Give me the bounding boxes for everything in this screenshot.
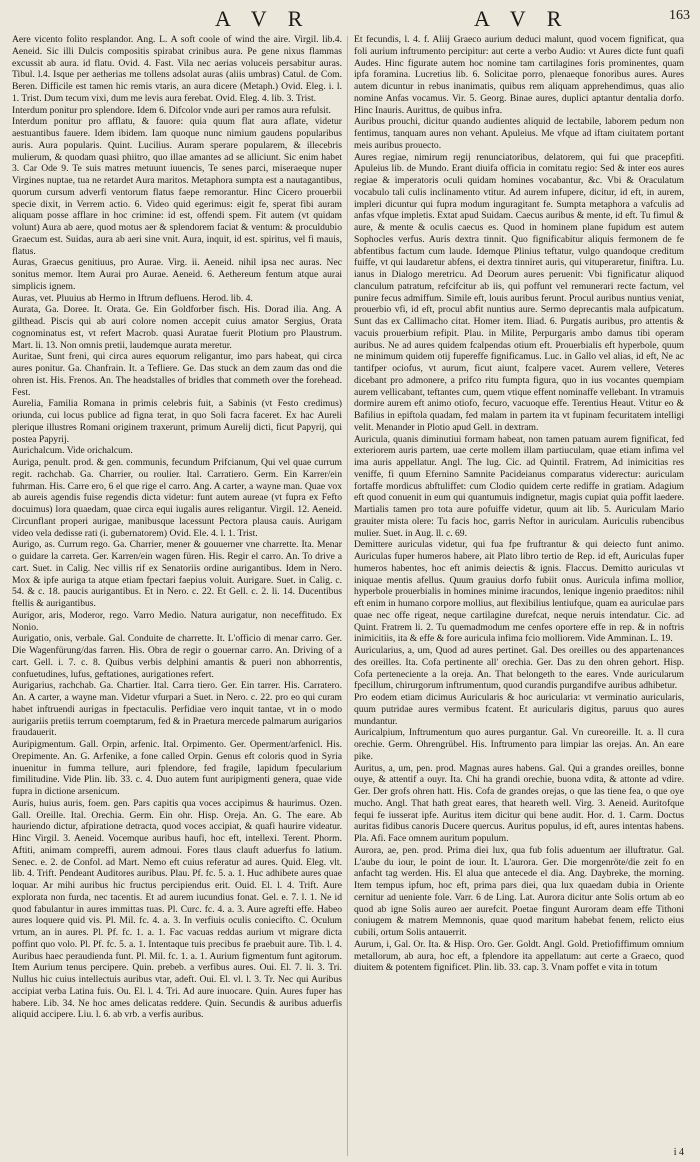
entry: Aurigatio, onis, verbale. Gal. Conduite de charrette. It. L'officio di menar carro. Ger. Die Wagenfürung/das farren. His. Obra de regir o gouernar carro. An. Driving of a cart. Gell. i. 7. c. 8. Quibus verbis delphini amantis & pueri non abhorrentis, confuetudines, lufus, geftationes, aurigationes refert. xyxy=(12,633,342,680)
running-head-right: A V R xyxy=(474,6,570,31)
entry: Auricula, quanis diminutiui formam habeat, non tamen patuam aurem fignificat, fed exteriorem auris partem, uae certe mollem illam partiuculam, quae etiam infima vel ima auris appellatur. Angl. The lug. Cic. ad Quintil. Fratrem, Ad inimicitias res veniffe, fi quum Efernino Samnite Pacideianus comparatus viderectur: auriculam fortaffe mordicus abftuliffet: cum Clodio quidem certe rediffe in gratiam. Adagium eft quod conuenit in eum qui quantumuis indignetur, magis cupiat quia poffit laedere. Martialis tamen pro tota aure pofuiffe videtur, quum ait lib. 5. Auriculam Mario grauiter mista olere: Tu facis hoc, garris Neftor in auriculam. Auriculis rubencibus mulier. Suet. in Aug. ll. c. 69. xyxy=(354,433,684,539)
entry: Pro eodem etiam dicimus Auricularis & hoc auricularia: vt verminatio auricularis, quum putridae aures vermibus fcatent. Et auricularis digitus, paruus quo aures mundantur. xyxy=(354,692,684,727)
entry: Auritus, a, um, pen. prod. Magnas aures habens. Gal. Qui a grandes oreilles, bonne ouye, & attentif a ouyr. Ita. Chi ha grandi orechie, buona vdita, & attonte ad vdire. Ger. Der grofs ohren hatt. His. Cofa de grandes orejas, o que las tiene fea, o que oye mucho. Angl. That hath great eares, that heareth well. Virg. 3. Aeneid. Auritofque fequi fe iusserat ipfe. Auritus item dicitur qui bene audit. Hor. d. 1. Carm. Doctus auritas fidibus canoris Ducere quercus. Auritus populus, id eft, aures intentas habens. Pla. Afi. Face omnem auritum populum. xyxy=(354,762,684,844)
entry: Interdum ponitur pro afflatu, & fauore: quia quum flat aura aflate, videtur aestuantibus fauere. Idem ibidem. Iam quoque nunc nimium gaudens popularibus auris. Aura popularis. Quint. Lucilius. Auram sperare popularem, & illecebris mulierum, & quodam quasi phiitro, quo illae amantes ad se alliciunt. Sic enim habet 3. Car Ode 9. Te suis matres metuunt iuuencis, Te senes parci, miseraeque nuper Virgines nuptae, tua ne retardet Aura maritos. Metaphora sumpta est a nautagantibus, quorum cursum adverfi ventorum flatus faepe remorantur. Hinc Cicero prouerbii specie dixit, in Verrem actio. 6. Video quid egerimus: eigit fe, sperat fibi auram aliquam posse afflare in hoc crimine: id est, offendi spem. Fit autem (vt quidam volunt) Aura ab aere, quod motus aer & splendorem faciat & ventum: & proculdubio Graecum est. Suidas, aura ab aeri sine vnit. Aura, inquit, id est. spiritus, vel fi mauis, flatus. xyxy=(12,116,342,257)
entry: Aurigor, aris, Moderor, rego. Varro Medio. Natura aurigatur, non neceffitudo. Ex Nonio. xyxy=(12,609,342,633)
entry: Et fecundis, l. 4. f. Aliij Graeco aurium deduci malunt, quod vocem fignificat, qua foli aurium inftrumento percipitur: aut certe a verbo Audio: vt Aures dicte funt quafi Audes. Hinc figurate autem hoc nomine tam cartilagines foris prominentes, quam ipfa foramina. Lucretius lib. 6. Solicitae porro, plenaeque fonoribus aures. Aures autem dicuntur in rebus inanimatis, quibus rem aliquam apprehendimus, quas alio nomine Anfas vocamus. Vir. 5. Georg. Binae aures, duplici aptantur dentalia dorfo. Hinc Inauris. Aurittus, de quibus infra. xyxy=(354,34,684,116)
running-head xyxy=(0,0,700,34)
entry: Aurelia, Familia Romana in primis celebris fuit, a Sabinis (vt Festo credimus) oriunda, cui locus publice ad figna terat, in quo Soli facra faceret. Ex hac Aureli plerique illustres Romani originem traxerunt, primum Aurelij dicti, ficut Papyrij, qui postea Papyrij. xyxy=(12,398,342,445)
entry: Aurigarius, rachchab. Ga. Chartier. Ital. Carra tiero. Ger. Ein tarrer. His. Carratero. An. A carter, a wayne man. Videtur vfurpari a Suet. in Nero. c. 22. pro eo qui curam habet inftruendi aurigas in fpectaculis. Perfidiae vero inquit tantae, vt in o modo aurigariis pretiis terrum coemptarum, fed & in Praetura mercede palmarum aurigarios fraudauerit. xyxy=(12,680,342,739)
catchword: i 4 xyxy=(673,1147,684,1158)
entry: Aures regiae, nimirum regij renunciatoribus, delatorem, qui fui que pracepfiti. Apuleius lib. de Mundo. Erant diuifa officia in comitatu regio: Sed & inter eos aures regiae & imperatoris oculi quidam homines vocabantur, &c. Vbi & Oraculatum vocabulo tali culis inclinamento vtitur. Ad aurem infupere, dicitur, id eft, in aurem, impleri dicuntur qui fupra modum inguragitant fe. Sumpta metaphora a vafculis ad anfas vfque impletis. Extat apud Suidam. Caecus auribus & mente, id eft. Tu fimul & aure, & mente & oculis caecus es. Quod in hominem plane fupidum est autem Sophocles verfus. Auris dextra tinnit. Quo fignificabitur aliquis fermonem de fe abfentibus factum cum laude. Idemque Plinius teftatur, vulgo quandoque creditum fuiffe, vt qui laudaretur abfens, ei dextra tinniret auris, qui vituperaretur, finiftra. Lu. ianus in Dialogo meretricu. Ad Deorum aures peruenit: Vbi fignificatur aliquod clanculum patratum, refcifcitur ab iis, qui poffunt vel remunerari recte factum, vel punire fecus admiffum. Simile eft, louis auribus ferunt. Procul auribus nuntius veniat, prouerbio vfi, id eft, procul abfit nuntius aure. Sermo deprecantis mala aufpicatum. Sunt das ex Callimacho citat. Homer item. Iliad. 6. Purgatis auribus, pro attentis & vacuis prouerbium refipit. Plau. in Milite, Perpurgaris ambo damus tibi operam auribus. Ne ad aures quidem fcalpendas otium eft. Prouerbialis eft hyperbole, quum ne minimum quidem otij fupereffe fignificamus. Luc. in Gallo vel alias, id eft, Ne ac tantifper ociofus, vt aurum, ficut aiunt, fcalpere vacet. Aurem vellere, Veteres dicebant pro admonere, a prifco ritu fumpta figura, quo in ius vocantes quempiam aurem vellicabant, teftantes cum, quem vtique effent nominaffe vellebant. In vtramuis dormire aurem eft animo otiofo, fecuro, vacuoque effe. Terentius Heaut. Vtitur eo & Bafilius in epiftola quadam, fed malam in partem ita vt fupinam fecuritatem intelligi velit. Menander in Plotio apud Gell. in dextram. xyxy=(354,151,684,433)
entry: Auripigmentum. Gall. Orpin, arfenic. Ital. Orpimento. Ger. Operment/arfenicl. His. Orepimente. An. G. Arfenike, a fone called Orpin. Genus eft coloris quod in Syria inuenitur in fumma tellure, auri fplendore, fed fragile, lapidum fpecularium fimilitudine. Vide Plin. lib. 33. c. 4. Duo autem funt auripigmenti genera, quae vide fupra in dictione arsenicum. xyxy=(12,739,342,797)
entry: Auricularius, a, um, Quod ad aures pertinet. Gal. Des oreilles ou des appartenances des oreilles. Ita. Cofa pertinente all' orechia. Ger. Das zu den ohren gehort. Hisp. Cofa perteneciente a la oreja. An. That belongeth to the eares. Vnde auricularum fpecillum, chirurgorum inftrumentum, quod curandis purgandifve auribus adhibetur. xyxy=(354,645,684,692)
entry: Auras, vet. Pluuius ab Hermo in Iftrum defluens. Herod. lib. 4. xyxy=(12,292,253,304)
running-head-left: A V R xyxy=(215,6,311,31)
left-column xyxy=(12,34,342,1160)
entry: Aere vicento folito resplandor. Ang. L. A soft coole of wind the aire. Virgil. lib.4. Aeneid. Sic illi Dulcis compositis spirabat crinibus aura. Pe gene nixus flammas excussit ab aura. id flatu. Ovid. 4. Fast. Vila nec aerias voluceis persabitur auras. Tibul. l.4. Isque per aetherias me tollens adsolat auras (aliis umbras) Catul. de Com. Beren. Difficile est tamen hic remis vtaris, an aura dicere (Metaph.) Ovid. Eleg. i. l. 1. Trist. Dum tecum vixi, dum me levis aura ferebat. Ovid. Eleg. 4. lib. 3. Trist. xyxy=(12,34,342,104)
entry: Auriga, penult. prod. & gen. communis, fecundum Prifcianum, Qui vel quae currum regit. rachchab. Ga. Charrier, ou roulier. Ital. Carratiero. Germ. Ein Karrer/ein fuhrman. His. Carre ero, 6 el que rige el carro. Ang. A carter, a wayne man. Quae vox ab aureis agendis fuise regendis dicta videtur: funt autem aureae (vt fupra ex Fefto docuimus) lora quaedam, quae circa equi iugalis aures religantur. Virgil. 12. Aeneid. Circunflant properi aurigae, manibusque lacessunt Pectora plausa cauis. Aurigam video vela dedisse rati (i. gubernatorem) Ovid. Ele. 4. l. 1. Trist. xyxy=(12,457,342,539)
entry: Interdum ponitur pro splendore. Idem 6. Difcolor vnde auri per ramos aura refulsit. xyxy=(12,104,331,116)
page-number: 163 xyxy=(669,8,690,23)
entry: Auricalpium, Inftrumentum quo aures purgantur. Gal. Vn cureoreille. It. a. Il cura orechie. Germ. Ohrengrübel. His. Inftrumento para limpiar las orejas. An. An eare pike. xyxy=(354,727,684,762)
entry: Auras, Graecus genitiuus, pro Aurae. Virg. ii. Aeneid. nihil ipsa nec auras. Nec sonitus memor. Item Aurai pro Aurae. Aeneid. 6. Aethereum fentum atque aurai simplicis ignem. xyxy=(12,257,342,292)
entry: Aurichalcum. Vide orichalcum. xyxy=(12,445,133,457)
entry: Demittere auriculas videtur, qui fua fpe fruftrantur & qui deiecto funt animo. Auriculas fuper humeros habere, ait Plato libro tertio de Rep. id eft, Auriculas fuper humeros habentes, hoc eft animis deiectis & ignis. Flaccus. Demitto auriculas vt iniquae mentis afellus. Quum grauius dorfo fubiit onus. Auricula infima mollior, hyperbole prouerbialis in homines minime iracundos, lenique ingenio praeditos: nihil eft enim in humano corpore mollius, aut flexibilius lentiufque, quam ea auriculae pars quae nec offe rigeat, neque cartilagine durefcat, neque neruis intendatur. Cic. ad Quint. Fratrem li. 2. Tu quemadmodum me cenfes oportere effe in rep. & in noftris inimicitiis, ita & effe & fore auricula infima fcio molliorem. Vide Amminan. L. 19. xyxy=(354,539,684,645)
entry: Aurigo, as. Currum rego. Ga. Charrier, mener & gouuerner vne charrette. Ita. Menar o guidare la carreta. Ger. Karren/ein wagen füren. His. Regir el carro. An. To drive a cart. Suet. in Calig. Nec villis rif ex Senatoriis ordine aurigantibus. Idem in Nero. Mox & ipfe auriga ta atque etiam fpectari faepius voluit. Aurigare. Suet. in Calig. c. 54. & c. 18. paucis aurigantibus. Et in Nero. c. 22. Et Gell. c. 2. li. 14. Ducentibus ftellis & aurigantibus. xyxy=(12,539,342,609)
right-column xyxy=(354,34,684,1160)
entry: Aurora, ae, pen. prod. Prima diei lux, qua fub folis aduentum aer illuftratur. Gal. L'aube du iour, le point de iour. It. L'aurora. Ger. Die morgenröte/die zeit fo en anfacht tag werden. His. El alua que antecede el dia. Ang. Daybreke, the morning. Item tempus ipfum, hoc eft, prima pars diei, qua lux quaedam dubia in Oriente cernitur ad ueniente fole. Varr. 6 de Ling. Lat. Aurora dicitur ante Solis ortum ab eo quod ab igne Solis aureo aer aurefcit. Poetae fingunt Auroram deam effe Tithoni coniugem & matrem Memnonis, quae quod maritum habebat fenem, relicto eius cubili, ortum Solis antauerrit. xyxy=(354,844,684,938)
entry: Auribus prouchi, dicitur quando audientes aliquid de lectabile, laborem pedum non fentimus, tanquam aures non vehant. Apuleius. Me vfque ad iftam ciuitatem portant meis auribus prouecto. xyxy=(354,116,684,151)
entry: Auritae, Sunt freni, qui circa aures equorum religantur, imo pars habeat, qui circa aures ponitur. Ga. Chanfrain. It. a Tefliere. Ge. Das stuck an dem zaum das ond die ohren ist. His. Frenos. An. The headstalles of bridles that commeth over the forehead. Fest. xyxy=(12,351,342,398)
entry: Auris, huius auris, foem. gen. Pars capitis qua voces accipimus & haurimus. Ozen. Gall. Oreille. Ital. Orechia. Germ. Ein ohr. Hisp. Oreja. An. G. The eare. Ab hauriendo dictur, afpiratione detracta, quod voces accipiat, & quafi haurire videatur. Hinc Virgil. 3. Aeneid. Vocemque auribus haufi, hoc eft, intellexi. Terent. Phorm. Aftiti, animam compreffi, aurem admoui. Fores tlaus clauft aduerfus fo latium. Senec. e. 2. de Confol. ad Mart. Nemo eft cuius referatur ad aures. Quid. Eleg. vlt. lib. 4. Trift. Pendeant Auditores auribus. Plau. Pf. fc. 5. a. 1. Huc adhibete aures quae loquar. Ar mihi auribus hic fructus percipiendus erit. Ouid. El. l. 4. Trift. Aure explorata non furda, nec tacentis. Et ad aurem iucundius fonat. Gel. e. 7. l. 1. Ne id quod fabulantur in aures immittas tuas. Pl. Curc. fc. 4. a. 3. Aure agrefti effe. Habeo aures loquere quid vis. Pl. Mil. fc. 4. a. 3. In verfiuis oculis coniecifto. C. Oculum vrtum, an in aures. Pl. Pf. fc. 1. a. 1. Fac vacuas reddas aurium vt migrare dicta poffint quo volo. Pl. Pf. fc. 5. a. 1. Intentaque tuis precibus fe praebuit aure. Tib. l. 4. Auribus haec peraudienda funt. Pl. Mil. fc. 1. a. 1. Aurium figmentum funt agitorum. Item Aurium tenus percipere. Quin. prebeb. a verfibus aures. Oui. El. 7. li. 3. Tri. Nullus hic cuius intellectuis auribus vtar, adeft. Oui. El. vl. l. 3. Tr. Nec qui Auribus accipiat verba Latina fuis. Ou. El. l. 4. Tri. Ad aure inuocare. Quin. Aures fuper has habere. Lib. 34. Ne hoc ames delicatas reddere. Quin. Secundis & auribus aduerfis aliquid accipere. Liu. l. 6. ab vrb. a verfis auribus. xyxy=(12,797,342,1021)
column-divider xyxy=(347,36,348,1156)
entry: Aurum, i, Gal. Or. Ita. & Hisp. Oro. Ger. Goldt. Angl. Gold. Pretiofiffimum omnium metallorum, ab aura, hoc eft, a fplendore ita appellatum: aut certe a Graeco, quod diuitem & potentem fignificet. Plin. lib. 33. cap. 3. Vnam poffet e vita in totum xyxy=(354,938,684,974)
entry: Aurata, Ga. Doree. It. Orata. Ge. Ein Goldforber fisch. His. Dorad ilia. Ang. A gilthead. Piscis qui ab auri colore nomen accepit cuius amator Sergius, Orata cognominatus est, vt refert Macrob. quasi Auratae fuerit Plotium pro Plaustrum. Mart. li. 13. Non omnis pretii, laudemque aurata meretur. xyxy=(12,304,342,351)
